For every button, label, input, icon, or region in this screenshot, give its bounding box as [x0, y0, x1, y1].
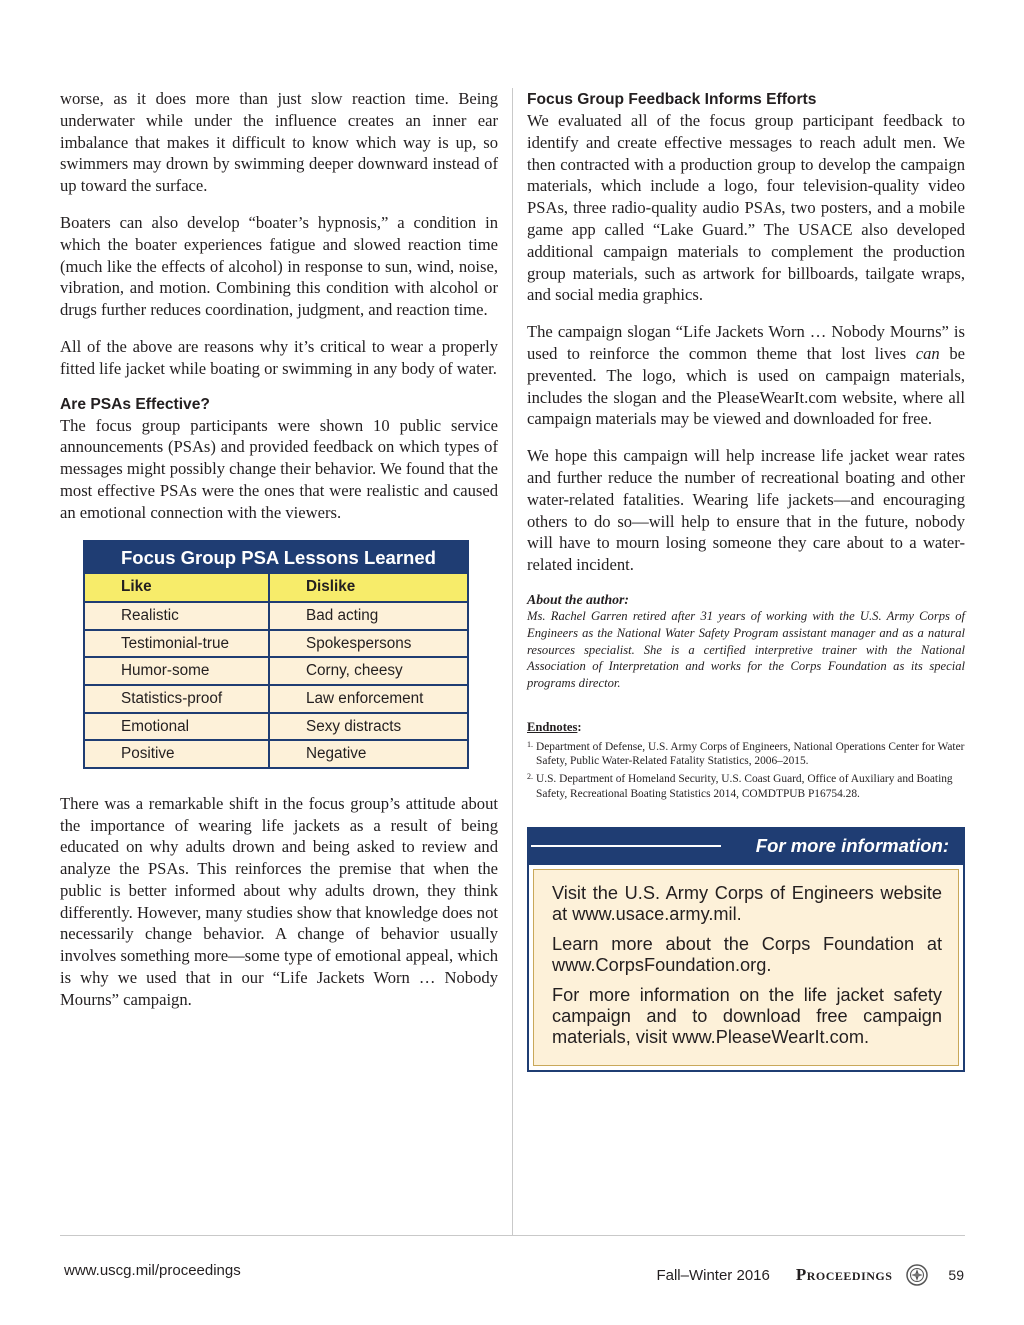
dislike-cell: Law enforcement: [306, 689, 424, 707]
section-heading: Are PSAs Effective?: [60, 395, 210, 413]
more-info-box: [527, 827, 965, 1072]
info-item: For more information on the life jacket safety campaign and to download free campaign materials, visit www.PleaseWearIt.com.: [552, 984, 942, 1047]
psa-lessons-table: [83, 540, 469, 769]
right-column: [527, 88, 965, 1072]
author-heading: About the author:: [527, 591, 629, 607]
endnote-number: 2.: [527, 772, 533, 782]
emphasis-text: can: [915, 343, 940, 363]
dislike-cell: Sexy distracts: [306, 717, 402, 735]
page-number: 59: [948, 1267, 964, 1283]
column-header-like: Like: [85, 574, 270, 602]
endnotes-title: [527, 718, 965, 736]
endnote-item: [527, 772, 965, 800]
left-column: [60, 88, 498, 1026]
info-box-header: [529, 829, 963, 865]
paragraph-text: be prevented. The logo, which is used on campaign materials, includes the slogan and the PleaseWearIt.com website, where all campaign materials may be viewed and downloaded for free.: [527, 343, 966, 429]
endnote-number: 1.: [527, 739, 533, 749]
info-box-title: For more information:: [755, 834, 949, 856]
endnote-text: U.S. Department of Homeland Security, U.S. Coast Guard, Office of Auxiliary and Boating Safety, Recreational Boating Statistics 2014, COMDTPUB P16754.28.: [536, 773, 953, 800]
magazine-name: Proceedings: [795, 1265, 893, 1284]
author-text: Ms. Rachel Garren retired after 31 years of working with the U.S. Army Corps of Engineers as the National Water Safety Program assistant manager and as a natural resources specialist. She is a certified interpretive trainer with the National Association of Interpretation and works for the Corps Foundation as its special programs director.: [527, 608, 965, 691]
table-row: [85, 712, 467, 740]
paragraph-text: The campaign slogan “Life Jackets Worn … Nobody Mourns” is used to reinforce the common theme that lost lives: [527, 322, 965, 363]
footer-rule: [60, 1235, 965, 1236]
endnotes: [527, 718, 965, 801]
endnote-text: Department of Defense, U.S. Army Corps of Engineers, National Operations Center for Water Safety, Public Water-Related Fatality Statistics, 2006–2015.: [536, 740, 965, 768]
info-item: Learn more about the Corps Foundation at www.CorpsFoundation.org.: [552, 933, 942, 975]
table-row: [85, 684, 467, 712]
table-row: [85, 601, 467, 629]
dislike-cell: Corny, cheesy: [306, 662, 403, 680]
like-cell: Positive: [85, 741, 270, 767]
section-heading: Focus Group Feedback Informs Efforts: [527, 91, 817, 108]
dislike-cell: Bad acting: [306, 607, 379, 625]
body-paragraph: Boaters can also develop “boater’s hypnosis,” a condition in which the boater experiences fatigue and slowed reaction time (much like the effects of alcohol) in response to sun, wind, noise, vibration, and motion. Combining this condition with alcohol or drugs further reduces coordination, judgment, and reaction time.: [60, 212, 498, 320]
table-row: [85, 656, 467, 684]
author-bio: [527, 591, 965, 692]
like-cell: Humor-some: [85, 658, 270, 684]
issue-date: Fall–Winter 2016: [656, 1266, 770, 1284]
endnote-item: [527, 740, 965, 768]
body-paragraph: There was a remarkable shift in the focus group’s attitude about the importance of wearing life jackets as a result of being educated on why adults drown and being asked to review and analyze the PSAs. This reinforces the premise that when the public is better informed about why adults drown, they think differently. However, many studies show that knowledge does not necessarily change behavior. A change of behavior usually involves something more—some type of emotional appeal, which is why we used that in our “Life Jackets Worn … Nobody Mourns” campaign.: [60, 793, 498, 1009]
body-paragraph: We hope this campaign will help increase life jacket wear rates and further reduce the number of recreational boating and other water-related fatalities. Wearing life jackets—and encouraging others to do so—will help to ensure that in the future, nobody will have to mourn losing someone they care about to a water-related incident.: [527, 446, 965, 575]
endnotes-heading: Endnotes: [527, 719, 578, 734]
body-paragraph: All of the above are reasons why it’s critical to wear a properly fitted life jacket while boating or swimming in any body of water.: [60, 336, 498, 378]
body-paragraph: The focus group participants were shown 10 public service announcements (PSAs) and provided feedback on which types of messages might possibly change their behavior. We found that the most effective PSAs were the ones that were realistic and caused an emotional connection with the viewers.: [60, 415, 498, 522]
endnotes-colon: :: [577, 719, 582, 734]
like-cell: Testimonial-true: [85, 631, 270, 657]
coast-guard-seal-icon: [906, 1264, 928, 1286]
body-paragraph: [527, 321, 965, 430]
column-header-dislike: Dislike: [306, 577, 356, 595]
table-title: Focus Group PSA Lessons Learned: [85, 542, 467, 574]
info-item: Visit the U.S. Army Corps of Engineers website at www.usace.army.mil.: [552, 882, 942, 924]
info-box-body: [533, 869, 959, 1066]
like-cell: Realistic: [85, 603, 270, 629]
column-divider: [512, 88, 513, 1235]
body-paragraph: We evaluated all of the focus group participant feedback to identify and create effective messages to reach adult men. We then contracted with a production group to develop the campaign materials, which include a logo, four television-quality video PSAs, three radio-quality audio PSAs, two posters, and a mobile game app called “Lake Guard.” The USACE also developed additional campaign materials to complement the production group materials, such as artwork for billboards, tailgate wraps, and social media graphics.: [527, 111, 965, 305]
like-cell: Emotional: [85, 714, 270, 740]
header-rule: [531, 845, 721, 847]
table-row: [85, 739, 467, 767]
table-header-row: [85, 574, 467, 602]
footer-url: www.uscg.mil/proceedings: [64, 1262, 241, 1279]
like-cell: Statistics-proof: [85, 686, 270, 712]
footer-right: [656, 1264, 964, 1286]
dislike-cell: Negative: [306, 745, 367, 763]
table-row: [85, 629, 467, 657]
dislike-cell: Spokespersons: [306, 634, 412, 652]
body-paragraph: worse, as it does more than just slow reaction time. Being underwater while under the influence creates an inner ear imbalance that makes it difficult to know which way is up, so swimmers may drown by swimming deeper downward instead of up toward the surface.: [60, 89, 498, 196]
